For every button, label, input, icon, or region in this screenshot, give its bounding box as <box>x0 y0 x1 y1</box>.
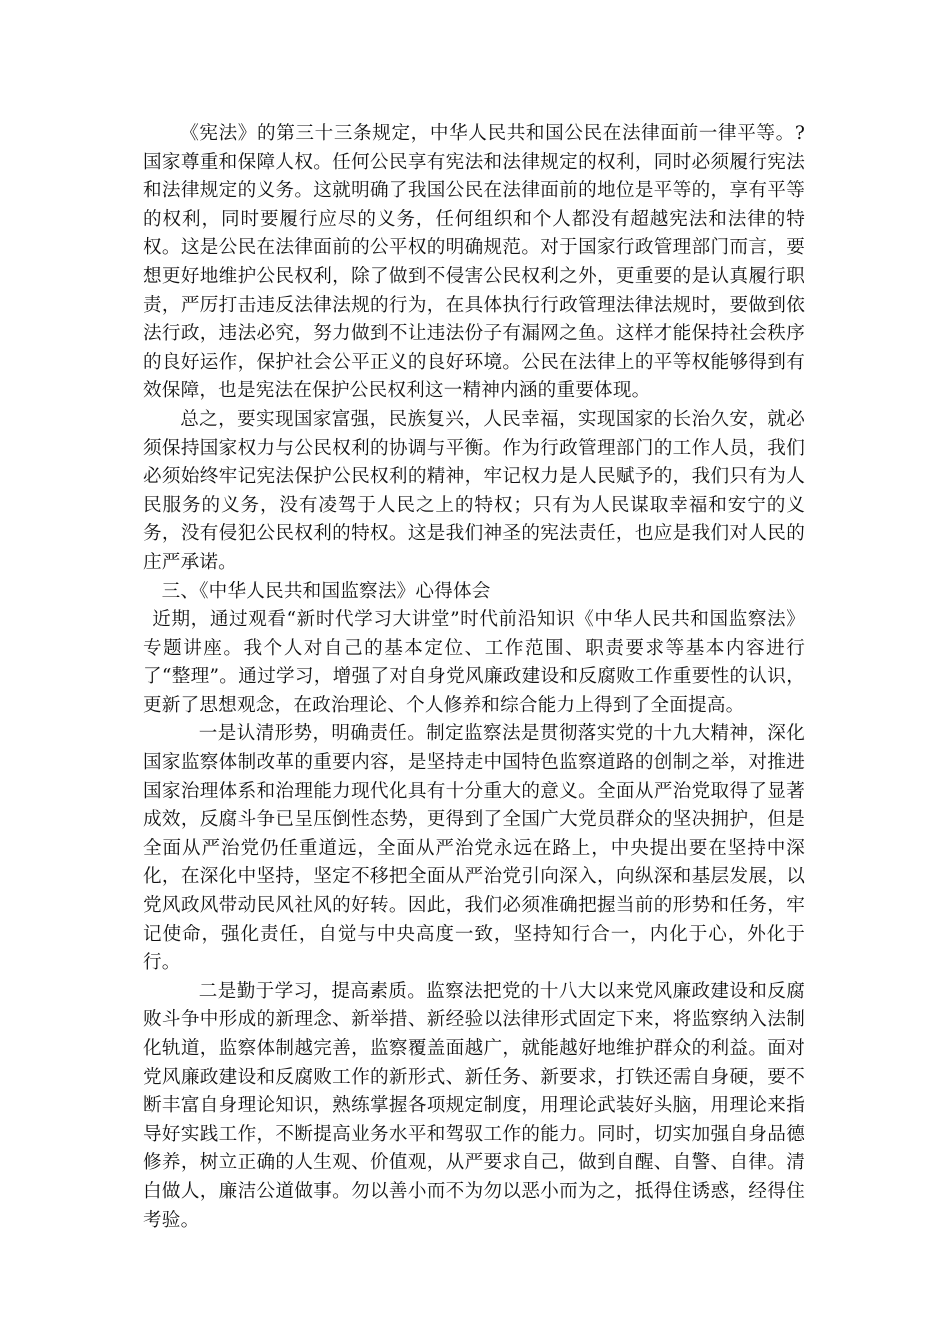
paragraph-lecture-intro: 近期，通过观看“新时代学习大讲堂”时代前沿知识《中华人民共和国监察法》专题讲座。我个人对自己的基本定位、工作范围、职责要求等基本内容进行了“整理”。通过学习，增强了对自身党风廉政建设和反腐败工作重要性的认识，更新了思想观念，在政治理论、个人修养和综合能力上得到了全面提高。 <box>143 609 805 716</box>
section-heading-supervision-law: 三、《中华人民共和国监察法》心得体会 <box>161 580 491 602</box>
paragraph-point-two: 二是勤于学习，提高素质。监察法把党的十八大以来党风廉政建设和反腐败斗争中形成的新理念、新举措、新经验以法律形式固定下来，将监察纳入法制化轨道，监察体制越完善，监察覆盖面越广，就能越好地维护群众的利益。面对党风廉政建设和反腐败工作的新形式、新任务、新要求，打铁还需自身硬，要不断丰富自身理论知识，熟练掌握各项规定制度，用理论武装好头脑，用理论来指导好实践工作，不断提高业务水平和驾驭工作的能力。同时，切实加强自身品德修养，树立正确的人生观、价值观，从严要求自己，做到自醒、自警、自律。清白做人，廉洁公道做事。勿以善小而不为勿以恶小而为之，抵得住诱惑，经得住考验。 <box>143 980 805 1231</box>
paragraph-constitution-article-33: 《宪法》的第三十三条规定，中华人民共和国公民在法律面前一律平等。?国家尊重和保障人权。任何公民享有宪法和法律规定的权利，同时必须履行宪法和法律规定的义务。这就明确了我国公民在法律面前的地位是平等的，享有平等的权利，同时要履行应尽的义务，任何组织和个人都没有超越宪法和法律的特权。这是公民在法律面前的公平权的明确规范。对于国家行政管理部门而言，要想更好地维护公民权利，除了做到不侵害公民权利之外，更重要的是认真履行职责，严厉打击违反法律法规的行为，在具体执行行政管理法律法规时，要做到依法行政，违法必究，努力做到不让违法份子有漏网之鱼。这样才能保持社会秩序的良好运作，保护社会公平正义的良好环境。公民在法律上的平等权能够得到有效保障，也是宪法在保护公民权利这一精神内涵的重要体现。 <box>143 123 805 402</box>
paragraph-point-one: 一是认清形势，明确责任。制定监察法是贯彻落实党的十九大精神，深化国家监察体制改革的重要内容，是坚持走中国特色监察道路的创制之举，对推进国家治理体系和治理能力现代化具有十分重大的意义。全面从严治党取得了显著成效，反腐斗争已呈压倒性态势，更得到了全国广大党员群众的坚决拥护，但是全面从严治党仍任重道远，全面从严治党永远在路上，中央提出要在坚持中深化，在深化中坚持，坚定不移把全面从严治党引向深入，向纵深和基层发展，以党风政风带动民风社风的好转。因此，我们必须准确把握当前的形势和任务，牢记使命，强化责任，自觉与中央高度一致，坚持知行合一，内化于心，外化于行。 <box>143 723 805 974</box>
paragraph-conclusion: 总之，要实现国家富强，民族复兴，人民幸福，实现国家的长治久安，就必须保持国家权力与公民权利的协调与平衡。作为行政管理部门的工作人员，我们必须始终牢记宪法保护公民权利的精神，牢记权力是人民赋予的，我们只有为人民服务的义务，没有凌驾于人民之上的特权；只有为人民谋取幸福和安宁的义务，没有侵犯公民权利的特权。这是我们神圣的宪法责任，也应是我们对人民的庄严承诺。 <box>143 408 805 573</box>
document-page <box>143 120 805 1235</box>
